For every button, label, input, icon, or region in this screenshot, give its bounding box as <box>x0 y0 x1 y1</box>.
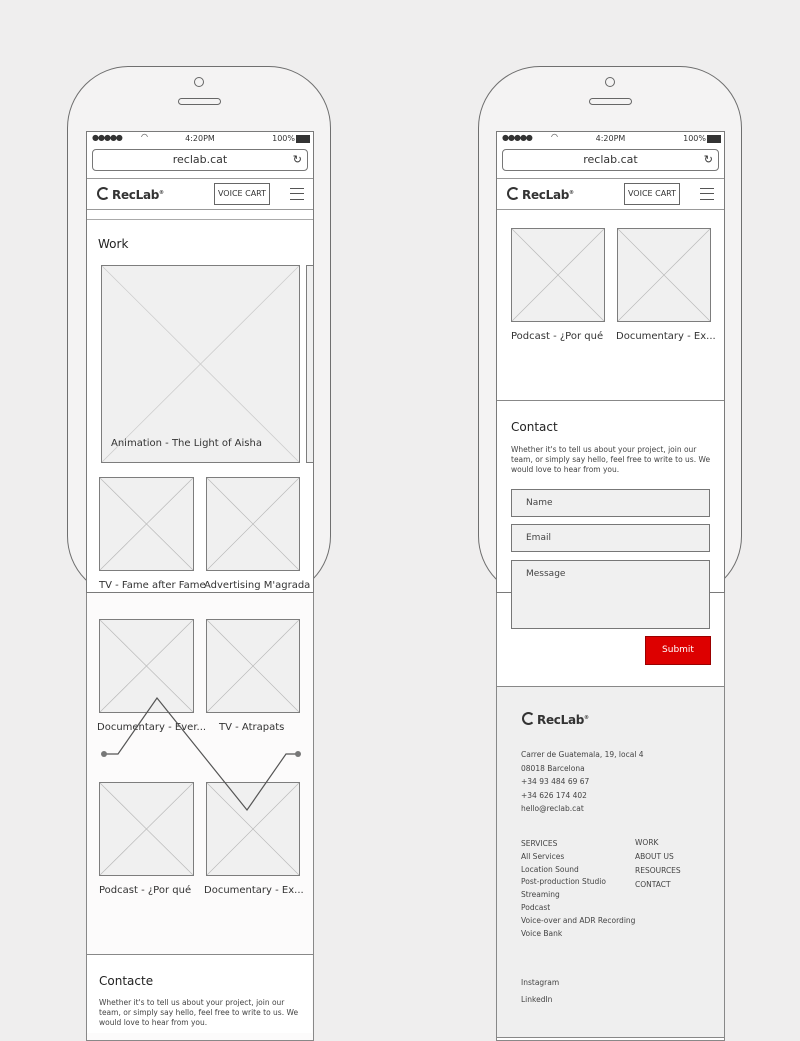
services-heading[interactable]: SERVICES <box>521 839 558 848</box>
footer-link-work[interactable]: WORK <box>635 838 659 847</box>
footer-services <box>521 838 635 940</box>
status-bar <box>497 132 724 146</box>
camera-icon <box>194 77 204 87</box>
contact-title: Contact <box>511 420 558 434</box>
service-link[interactable]: Post-production Studio <box>521 877 606 887</box>
phone-1[interactable]: +34 93 484 69 67 <box>521 777 590 786</box>
message-field[interactable]: Message <box>511 560 710 629</box>
email-field[interactable]: Email <box>511 524 710 552</box>
work-card-3-caption: Documentary - Ever... <box>97 722 207 733</box>
status-bar <box>87 132 313 146</box>
reload-icon[interactable]: ↻ <box>292 153 302 166</box>
email-link[interactable]: hello@reclab.cat <box>521 804 584 813</box>
speaker-icon <box>178 98 221 105</box>
battery-level: 100% <box>683 134 706 143</box>
left-contact-title: Contacte <box>99 974 154 988</box>
service-link[interactable]: Streaming <box>521 890 560 900</box>
carousel-next-card[interactable] <box>306 265 314 463</box>
footer-link-resources[interactable]: RESOURCES <box>635 866 681 875</box>
left-contact-text: Whether it's to tell us about your project, join our team, or simply say hello, feel free to write to us. We would love to hear from you. <box>99 998 299 1027</box>
voice-cart-button[interactable]: VOICE CART <box>214 183 270 205</box>
footer-links <box>635 836 681 892</box>
signal-icon: ●●●●● <box>92 133 122 142</box>
service-link[interactable]: Voice-over and ADR Recording <box>521 915 636 925</box>
voice-cart-button[interactable]: VOICE CART <box>624 183 680 205</box>
work-card-2[interactable] <box>206 477 300 571</box>
signal-icon: ●●●●● <box>502 133 532 142</box>
site-header <box>87 178 313 210</box>
battery-icon <box>707 135 721 143</box>
wifi-icon: ◠ <box>551 132 558 141</box>
work-card-2-caption: Advertising M'agrada <box>204 580 311 591</box>
work-card-documentary[interactable] <box>617 228 711 322</box>
address-city: 08018 Barcelona <box>521 763 585 773</box>
service-link[interactable]: All Services <box>521 851 565 861</box>
footer-logo[interactable]: RecLab® <box>522 712 589 727</box>
instagram-link[interactable]: Instagram <box>521 978 560 987</box>
status-time: 4:20PM <box>595 134 626 143</box>
work-card-documentary-caption: Documentary - Ex... <box>616 331 716 342</box>
camera-icon <box>605 77 615 87</box>
work-card-1[interactable] <box>99 477 194 571</box>
menu-icon[interactable] <box>290 188 304 200</box>
swipe-gesture-icon <box>96 690 306 820</box>
contact-divider <box>497 400 724 401</box>
submit-button[interactable]: Submit <box>645 636 711 665</box>
work-title: Work <box>98 237 129 251</box>
section-divider <box>87 219 313 220</box>
work-card-podcast-caption: Podcast - ¿Por qué <box>511 331 604 342</box>
linkedin-link[interactable]: LinkedIn <box>521 995 553 1004</box>
status-time: 4:20PM <box>185 134 215 143</box>
phone-2[interactable]: +34 626 174 402 <box>521 790 587 800</box>
battery-level: 100% <box>272 134 295 143</box>
battery-icon <box>296 135 310 143</box>
address-bar[interactable] <box>92 149 308 171</box>
work-card-podcast[interactable] <box>511 228 605 322</box>
hero-work-card[interactable] <box>101 265 300 463</box>
service-link[interactable]: Podcast <box>521 902 551 912</box>
footer-link-about[interactable]: ABOUT US <box>635 852 674 861</box>
work-card-5-caption: Podcast - ¿Por qué <box>99 885 192 896</box>
name-field[interactable]: Name <box>511 489 710 517</box>
footer-address <box>521 748 644 816</box>
footer-social <box>521 974 559 1008</box>
reclab-logo[interactable]: RecLab® <box>97 187 164 202</box>
service-link[interactable]: Location Sound <box>521 864 579 874</box>
address-bar[interactable] <box>502 149 719 171</box>
wifi-icon: ◠ <box>141 132 148 141</box>
speaker-icon <box>589 98 632 105</box>
service-link[interactable]: Voice Bank <box>521 928 563 938</box>
hero-caption: Animation - The Light of Aisha <box>111 438 262 449</box>
address-line: Carrer de Guatemala, 19, local 4 <box>521 750 644 759</box>
site-header <box>497 178 724 210</box>
footer-link-contact[interactable]: CONTACT <box>635 880 671 889</box>
contact-text: Whether it's to tell us about your project, join our team, or simply say hello, feel free to write to us. We would love to hear from you. <box>511 445 711 474</box>
url-text: reclab.cat <box>583 153 638 166</box>
menu-icon[interactable] <box>700 188 714 200</box>
reload-icon[interactable]: ↻ <box>703 153 713 166</box>
work-card-6-caption: Documentary - Ex... <box>204 885 304 896</box>
work-card-4-caption: TV - Atrapats <box>219 722 285 733</box>
work-card-1-caption: TV - Fame after Fame <box>99 580 206 591</box>
reclab-logo[interactable]: RecLab® <box>507 187 574 202</box>
url-text: reclab.cat <box>172 153 228 166</box>
